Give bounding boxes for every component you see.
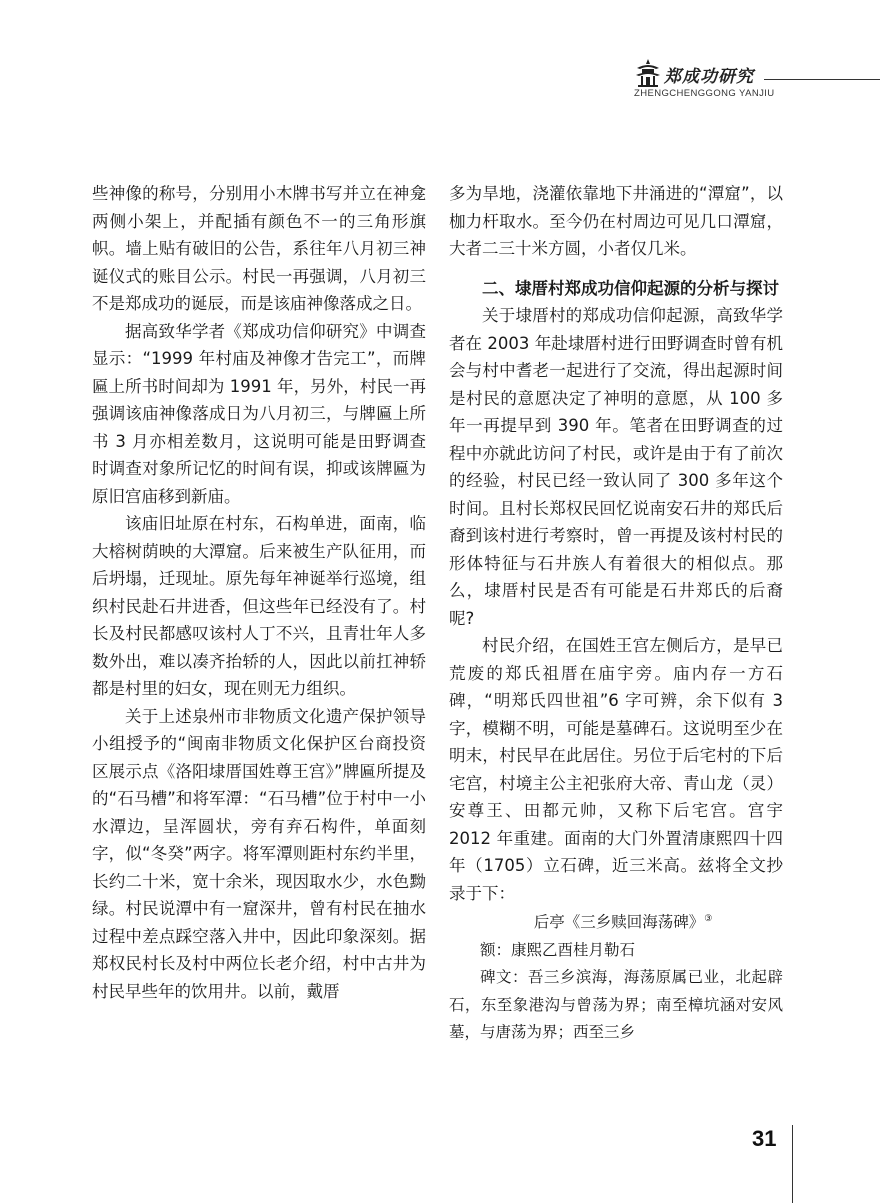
page-number-rule xyxy=(792,1125,793,1203)
paragraph: 该庙旧址原在村东，石构单进，面南，临大榕树荫映的大潭窟。后来被生产队征用，而后坍塌，迁现址。原先每年神诞举行巡境，组织村民赴石井进香，但这些年已经没有了。村长及村民都感叹该村人丁不兴，且青壮年人多数外出，难以凑齐抬轿的人，因此以前扛神轿都是村里的妇女，现在则无力组织。 xyxy=(92,514,426,698)
header-rule xyxy=(764,79,880,80)
footnote-marker: ③ xyxy=(704,913,713,924)
right-column xyxy=(449,180,783,1047)
stele-title xyxy=(449,909,783,937)
journal-title: 郑成功研究 xyxy=(664,67,754,87)
journal-subtitle: ZHENGCHENGGONG YANJIU xyxy=(634,88,775,99)
pavilion-logo-icon xyxy=(634,58,662,88)
journal-header xyxy=(634,58,775,104)
paragraph: 据高致华学者《郑成功信仰研究》中调查显示：“1999 年村庙及神像才告完工”，而牌匾上所书时间却为 1991 年，另外，村民一再强调该庙神像落成日为八月初三，与牌匾上所书 3 月亦相差数月，这说明可能是田野调查时调查对象所记忆的时间有误，抑或该牌匾为原旧宫庙移到新庙。 xyxy=(92,321,426,506)
stele-title-text: 后亭《三乡赎回海荡碑》 xyxy=(533,913,705,931)
page-number: 31 xyxy=(752,1126,777,1151)
paragraph: 些神像的称号，分别用小木牌书写并立在神龛两侧小架上，并配插有颜色不一的三角形旗帜。墙上贴有破旧的公告，系往年八月初三神诞仪式的账目公示。村民一再强调，八月初三不是郑成功的诞辰，而是该庙神像落成之日。 xyxy=(92,184,426,313)
paragraph: 关于埭厝村的郑成功信仰起源，高致华学者在 2003 年赴埭厝村进行田野调查时曾有机会与村中耆老一起进行了交流，得出起源时间是村民的意愿决定了神明的意愿，从 100 多年一再提早到 390 年。笔者在田野调查的过程中亦就此访问了村民，或许是由于有了前次的经验，村民已经一致认同了 300 多年这个时间。且村长郑权民回忆说南安石井的郑氏后裔到该村进行考察时，曾一再提及该村村民的形体特征与石井族人有着很大的相似点。那么，埭厝村民是否有可能是石井郑氏的后裔呢? xyxy=(449,306,783,628)
paragraph: 多为旱地，浇灌依靠地下井涌进的“潭窟”，以枷力杆取水。至今仍在村周边可见几口潭窟，大者二三十米方圆，小者仅几米。 xyxy=(449,184,783,258)
stele-line: 碑文：吾三乡滨海，海荡原属已业，北起辟石，东至象港沟与曾荡为界；南至樟坑涵对安风墓，与唐荡为界；西至三乡 xyxy=(449,968,783,1041)
paragraph: 村民介绍，在国姓王宫左侧后方，是早已荒废的郑氏祖厝在庙宇旁。庙内存一方石碑，“明郑氏四世祖”6 字可辨，余下似有 3 字，模糊不明，可能是墓碑石。这说明至少在明末，村民早在此居住。另位于后宅村的下后宅宫，村境主公主祀张府大帝、青山龙（灵）安尊王、田都元帅，又称下后宅宫。宫宇 2012 年重建。面南的大门外置清康熙四十四年（1705）立石碑，近三米高。兹将全文抄录于下： xyxy=(449,636,783,903)
stele-line: 额：康熙乙酉桂月勒石 xyxy=(480,940,636,959)
section-heading: 二、埭厝村郑成功信仰起源的分析与探讨 xyxy=(482,278,779,298)
left-column xyxy=(92,180,426,1005)
paragraph: 关于上述泉州市非物质文化遗产保护领导小组授予的“闽南非物质文化保护区台商投资区展示点《洛阳埭厝国姓尊王宫》”牌匾所提及的“石马槽”和将军潭：“石马槽”位于村中一小水潭边，呈浑圆状，旁有弃石构件，单面刻字，似“冬癸”两字。将军潭则距村东约半里，长约二十米，宽十余米，现因取水少，水色黝绿。村民说潭中有一窟深井，曾有村民在抽水过程中差点踩空落入井中，因此印象深刻。据郑权民村长及村中两位长老介绍，村中古井为村民早些年的饮用井。以前，戴厝 xyxy=(92,706,426,1001)
